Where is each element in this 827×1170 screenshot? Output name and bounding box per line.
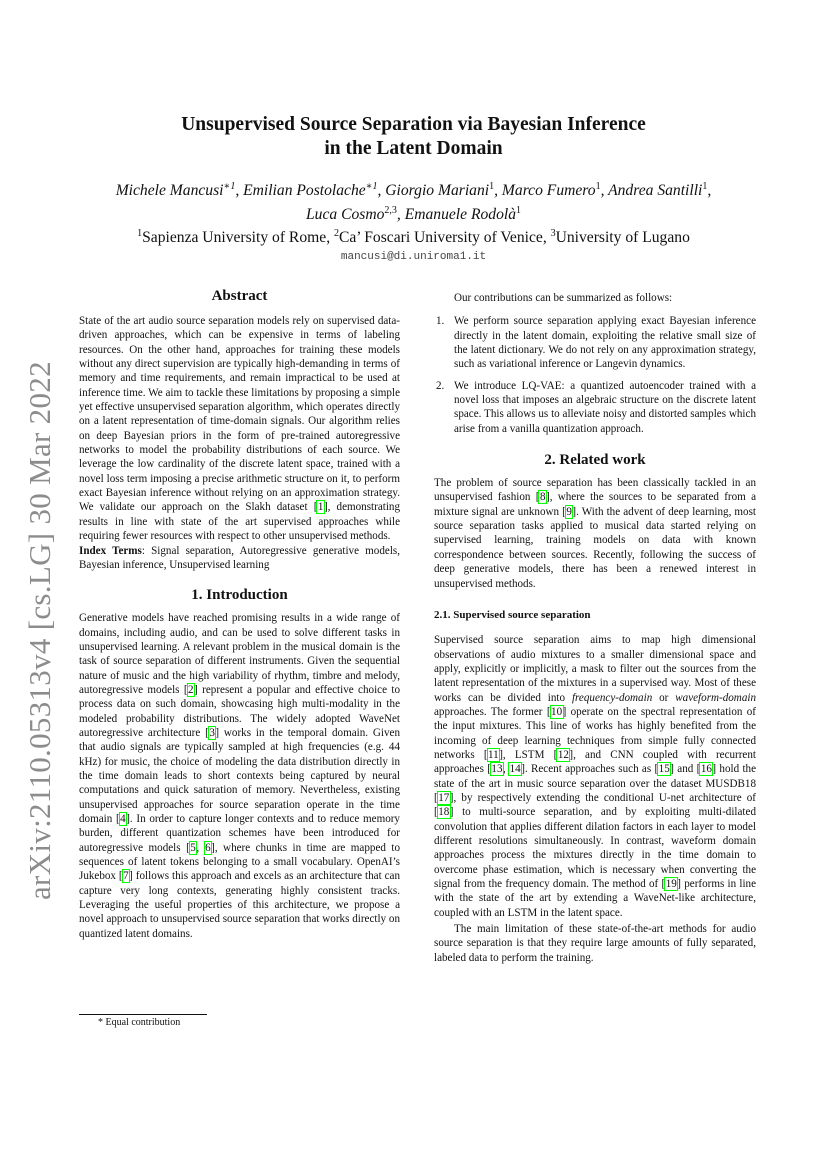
title-line-1: Unsupervised Source Separation via Bayesian Inference xyxy=(181,114,646,135)
affiliations: $^1$Sapienza University of Rome, $^2$Ca’ Foscari University of Venice, $^3$University of Lugano xyxy=(137,228,690,247)
author: Michele Mancusi$^{∗1}$ xyxy=(115,181,236,200)
citation-link[interactable]: 9 xyxy=(566,505,572,518)
author: Emilian Postolache$^{∗1}$ xyxy=(243,181,378,200)
footnote: * Equal contribution xyxy=(98,1017,181,1028)
left-column xyxy=(79,287,400,941)
citation-link[interactable]: 12 xyxy=(557,748,569,761)
citation-link[interactable]: 2 xyxy=(188,683,194,696)
contribution-item: 2. We introduce LQ-VAE: a quantized autoencoder trained with a novel loss that imposes an algebraic structure on the discrete latent space. This allows us to alleviate noisy and distorted samples which arise from a vanilla quantization approach. xyxy=(436,379,756,435)
citation-link[interactable]: 10 xyxy=(551,705,563,718)
index-terms: Index Terms: Signal separation, Autoregressive generative models, Bayesian inference, Unsupervised learning xyxy=(79,544,400,571)
citation-link[interactable]: 16 xyxy=(700,763,712,776)
citation-link[interactable]: 17 xyxy=(438,791,450,804)
title-line-2: in the Latent Domain xyxy=(324,138,503,159)
contact-email[interactable]: mancusi@di.uniroma1.it xyxy=(340,251,487,263)
citation-link[interactable]: 13 xyxy=(491,763,503,776)
contributions-lead: Our contributions can be summarized as follows: xyxy=(454,292,673,304)
citation-link[interactable]: 19 xyxy=(665,878,677,891)
citation-link[interactable]: 7 xyxy=(123,870,129,883)
related-work-text: The problem of source separation has been classically tackled in an unsupervised fashion [8], where the sources to be separated from a mixture signal are unknown [9]. With the advent of deep learning, most source separation tasks applied to musical data started relying on supervised learning, training models on data with known correspondence between sources. Recently, following the success of deep generative models, there has been a renewed interest in unsupervised methods. xyxy=(434,477,756,590)
footnote-divider xyxy=(79,1014,207,1015)
supervised-separation-heading: 2.1. Supervised source separation xyxy=(434,608,591,621)
abstract-heading: Abstract xyxy=(211,288,268,304)
supervised-separation-text: Supervised source separation aims to map high dimensional observations of audio mixtures to a smaller dimensional space and apply, explicitly or implicitly, a mask to filter out the sources from the latent representation of the mixtures in a supervised way. Most of these works can be divided into frequency-domain or waveform-domain approaches. The former [10] operate on the spectral representation of the input mixtures. This line of works has highly benefited from the incoming of deep learning techniques from simple fully connected networks [11], LSTM [12], and CNN coupled with recurrent approaches [13, 14]. Recent approaches such as [15] and [16] hold the state of the art in music source separation over the dataset MUSDB18 [17], by respectively extending the conditional U-net architecture of [18] to multi-source separation, and by exploiting multi-dilated convolution that applies different dilation factors in each layer to model different resolutions simultaneously. In contrast, waveform domain approaches process the mixtures directly in the time domain to overcome phase estimation, which is necessary when converting the signal from the frequency domain. The method of [19] performs in line with the state of the art by extending a WaveNet-like architecture, coupled with an LSTM in the latent space. xyxy=(434,634,757,919)
author: Giorgio Mariani$^1$ xyxy=(385,181,495,200)
citation-link[interactable]: 18 xyxy=(438,806,450,819)
author: Luca Cosmo$^{2,3}$ xyxy=(305,205,397,224)
citation-link[interactable]: 5 xyxy=(190,841,196,854)
citation-link[interactable]: 3 xyxy=(209,726,215,739)
author: Andrea Santilli$^1$ xyxy=(608,181,708,200)
introduction-heading: 1. Introduction xyxy=(191,587,288,604)
citation-link[interactable]: 11 xyxy=(488,748,499,761)
citation-link[interactable]: 14 xyxy=(509,763,521,776)
contribution-item: 1. We perform source separation applying exact Bayesian inference directly in the latent domain, exploiting the relative small size of the latent dictionary. We do not rely on any approximation strategy, such as variational inference or Langevin dynamics. xyxy=(436,315,756,371)
related-work-heading: 2. Related work xyxy=(544,452,646,469)
citation-link[interactable]: 1 xyxy=(317,501,324,514)
citation-link[interactable]: 15 xyxy=(658,763,670,776)
citation-link[interactable]: 4 xyxy=(120,813,126,825)
arxiv-identifier-stamp: arXiv:2110.05313v4 [cs.LG] 30 Mar 2022 xyxy=(22,361,57,900)
right-column xyxy=(434,291,756,965)
paper-title xyxy=(0,113,827,161)
citation-link[interactable]: 6 xyxy=(205,841,211,854)
contributions-list xyxy=(434,314,756,436)
author: Marco Fumero$^1$ xyxy=(501,181,601,200)
author-list: Michele Mancusi$^{∗1}$, Emilian Postolache$^{∗1}$, Giorgio Mariani$^1$, Marco Fumero$^1$, Andrea Santilli$^1$, Luca Cosmo$^{2,3}$, Emanuele Rodolà$^1$ xyxy=(115,181,712,224)
author: Emanuele Rodolà$^1$ xyxy=(404,205,521,224)
introduction-text: Generative models have reached promising results in a wide range of domains, including audio, and can be used to solve different tasks in unsupervised learning. A relevant problem in the musical domain is the task of source separation of different instruments. Given the sequential nature of music and the high variability of rhythm, timbre and melody, autoregressive models [2] represent a popular and effective choice to process data on such domain, showcasing high multi-modality in the modeled probability distributions. The widely adopted WaveNet autoregressive architecture [3] works in the temporal domain. Given that audio signals are typically sampled at high frequencies (e.g. 44 kHz) for music, the choice of modeling the data distribution directly in the time domain leads to short contexts being captured by neural computations and quick saturation of memory. Nevertheless, existing unsupervised approaches for source separation operate in the time domain [4]. In order to capture longer contexts and to reduce memory burden, different quantization schemes have been introduced for autoregressive models [5, 6], where chunks in time are mapped to sequences of latent tokens belonging to a small vocabulary. OpenAI’s Jukebox [7] follows this approach and excels as an architecture that can capture very long contexts, generating highly consistent tracks. Leveraging the useful properties of this architecture, we propose a novel approach to unsupervised source separation that works directly on quantized latent domains. xyxy=(79,612,401,940)
supervised-limitation-text: The main limitation of these state-of-the-art methods for audio source separation is that they require large amounts of fully separated, labeled data to perform the training. xyxy=(434,923,756,964)
citation-link[interactable]: 8 xyxy=(539,491,546,504)
abstract-text: State of the art audio source separation models rely on supervised data-driven approaches, which can be expensive in terms of labeling resources. On the other hand, approaches for training these models without any direct supervision are typically high-demanding in terms of memory and time requirements, and remain impractical to be used at inference time. We aim to tackle these limitations by proposing a simple yet effective unsupervised separation algorithm, which operates directly on a latent representation of time-domain signals. Our algorithm relies on deep Bayesian priors in the form of pre-trained autoregressive networks to model the probability distributions of each source. We leverage the low cardinality of the discrete latent space, trained with a novel loss term imposing a precise arithmetic structure on it, to perform exact Bayesian inference without relying on an approximation strategy. We validate our approach on the Slakh dataset [1], demonstrating results in line with state of the art supervised approaches while requiring fewer resources with respect to other unsupervised methods. xyxy=(79,315,400,543)
